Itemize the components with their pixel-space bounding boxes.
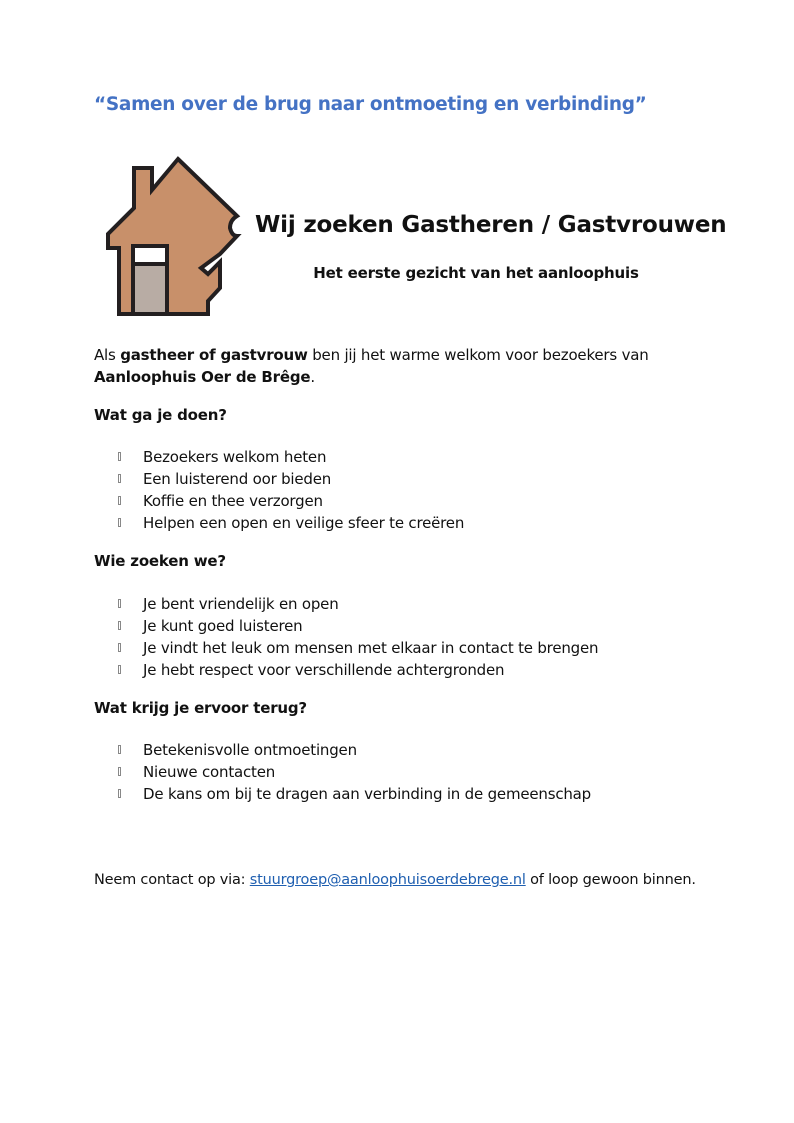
house-icon [104, 156, 244, 320]
bullet-icon [118, 643, 121, 652]
document-page: “Samen over de brug naar ontmoeting en verbinding” Wij zoeken Gastheren / Gastvrouwen Het eerste gezicht van het aanloophuis Als gastheer of gastvrouw ben jij het warme welkom voor bezoekers van Aanloophuis Oer de Brêge. Wat ga je doen? Bezoekers welkom heten Een luisterend oor bieden Koffie en thee verzorgen Helpen een open en veilige sfeer te creëren Wie zoeken we? Je bent vriendelijk en open Je kunt goed luisteren Je vindt het leuk om mensen met elkaar in contact te brengen Je hebt respect voor verschillende achtergronden Wat krijg je ervoor terug? Betekenisvolle ontmoetingen Nieuwe contacten De kans om bij te dragen aan verbinding in de gemeenschap Neem contact op via: stuurgroep@aanloophuisoerdebrege.nl of loop gewoon binnen. [0, 0, 794, 1123]
section-heading-profile: Wie zoeken we? [94, 552, 226, 570]
intro-bold-org: Aanloophuis Oer de Brêge [94, 368, 311, 386]
intro-text: Als [94, 346, 121, 364]
contact-prefix: Neem contact op via: [94, 872, 250, 888]
bullet-icon [118, 745, 121, 754]
bullet-icon [118, 452, 121, 461]
bullet-icon [118, 599, 121, 608]
bullet-icon [118, 789, 121, 798]
intro-text: ben jij het warme welkom voor bezoekers van [307, 346, 649, 364]
intro-paragraph [94, 344, 714, 388]
intro-text: . [310, 368, 315, 386]
section-heading-benefits: Wat krijg je ervoor terug? [94, 699, 307, 717]
contact-line [94, 869, 696, 891]
bullet-icon [118, 518, 121, 527]
contact-suffix: of loop gewoon binnen. [525, 872, 696, 888]
page-title: Wij zoeken Gastheren / Gastvrouwen [255, 212, 727, 238]
bullet-icon [118, 496, 121, 505]
page-subtitle: Het eerste gezicht van het aanloophuis [313, 264, 639, 282]
section-heading-tasks: Wat ga je doen? [94, 406, 227, 424]
intro-bold-role: gastheer of gastvrouw [120, 346, 308, 364]
bullet-icon [118, 767, 121, 776]
bullet-icon [118, 474, 121, 483]
bullet-icon [118, 621, 121, 630]
email-link[interactable]: stuurgroep@aanloophuisoerdebrege.nl [249, 872, 526, 888]
bullet-icon [118, 665, 121, 674]
tagline: “Samen over de brug naar ontmoeting en verbinding” [94, 94, 647, 115]
